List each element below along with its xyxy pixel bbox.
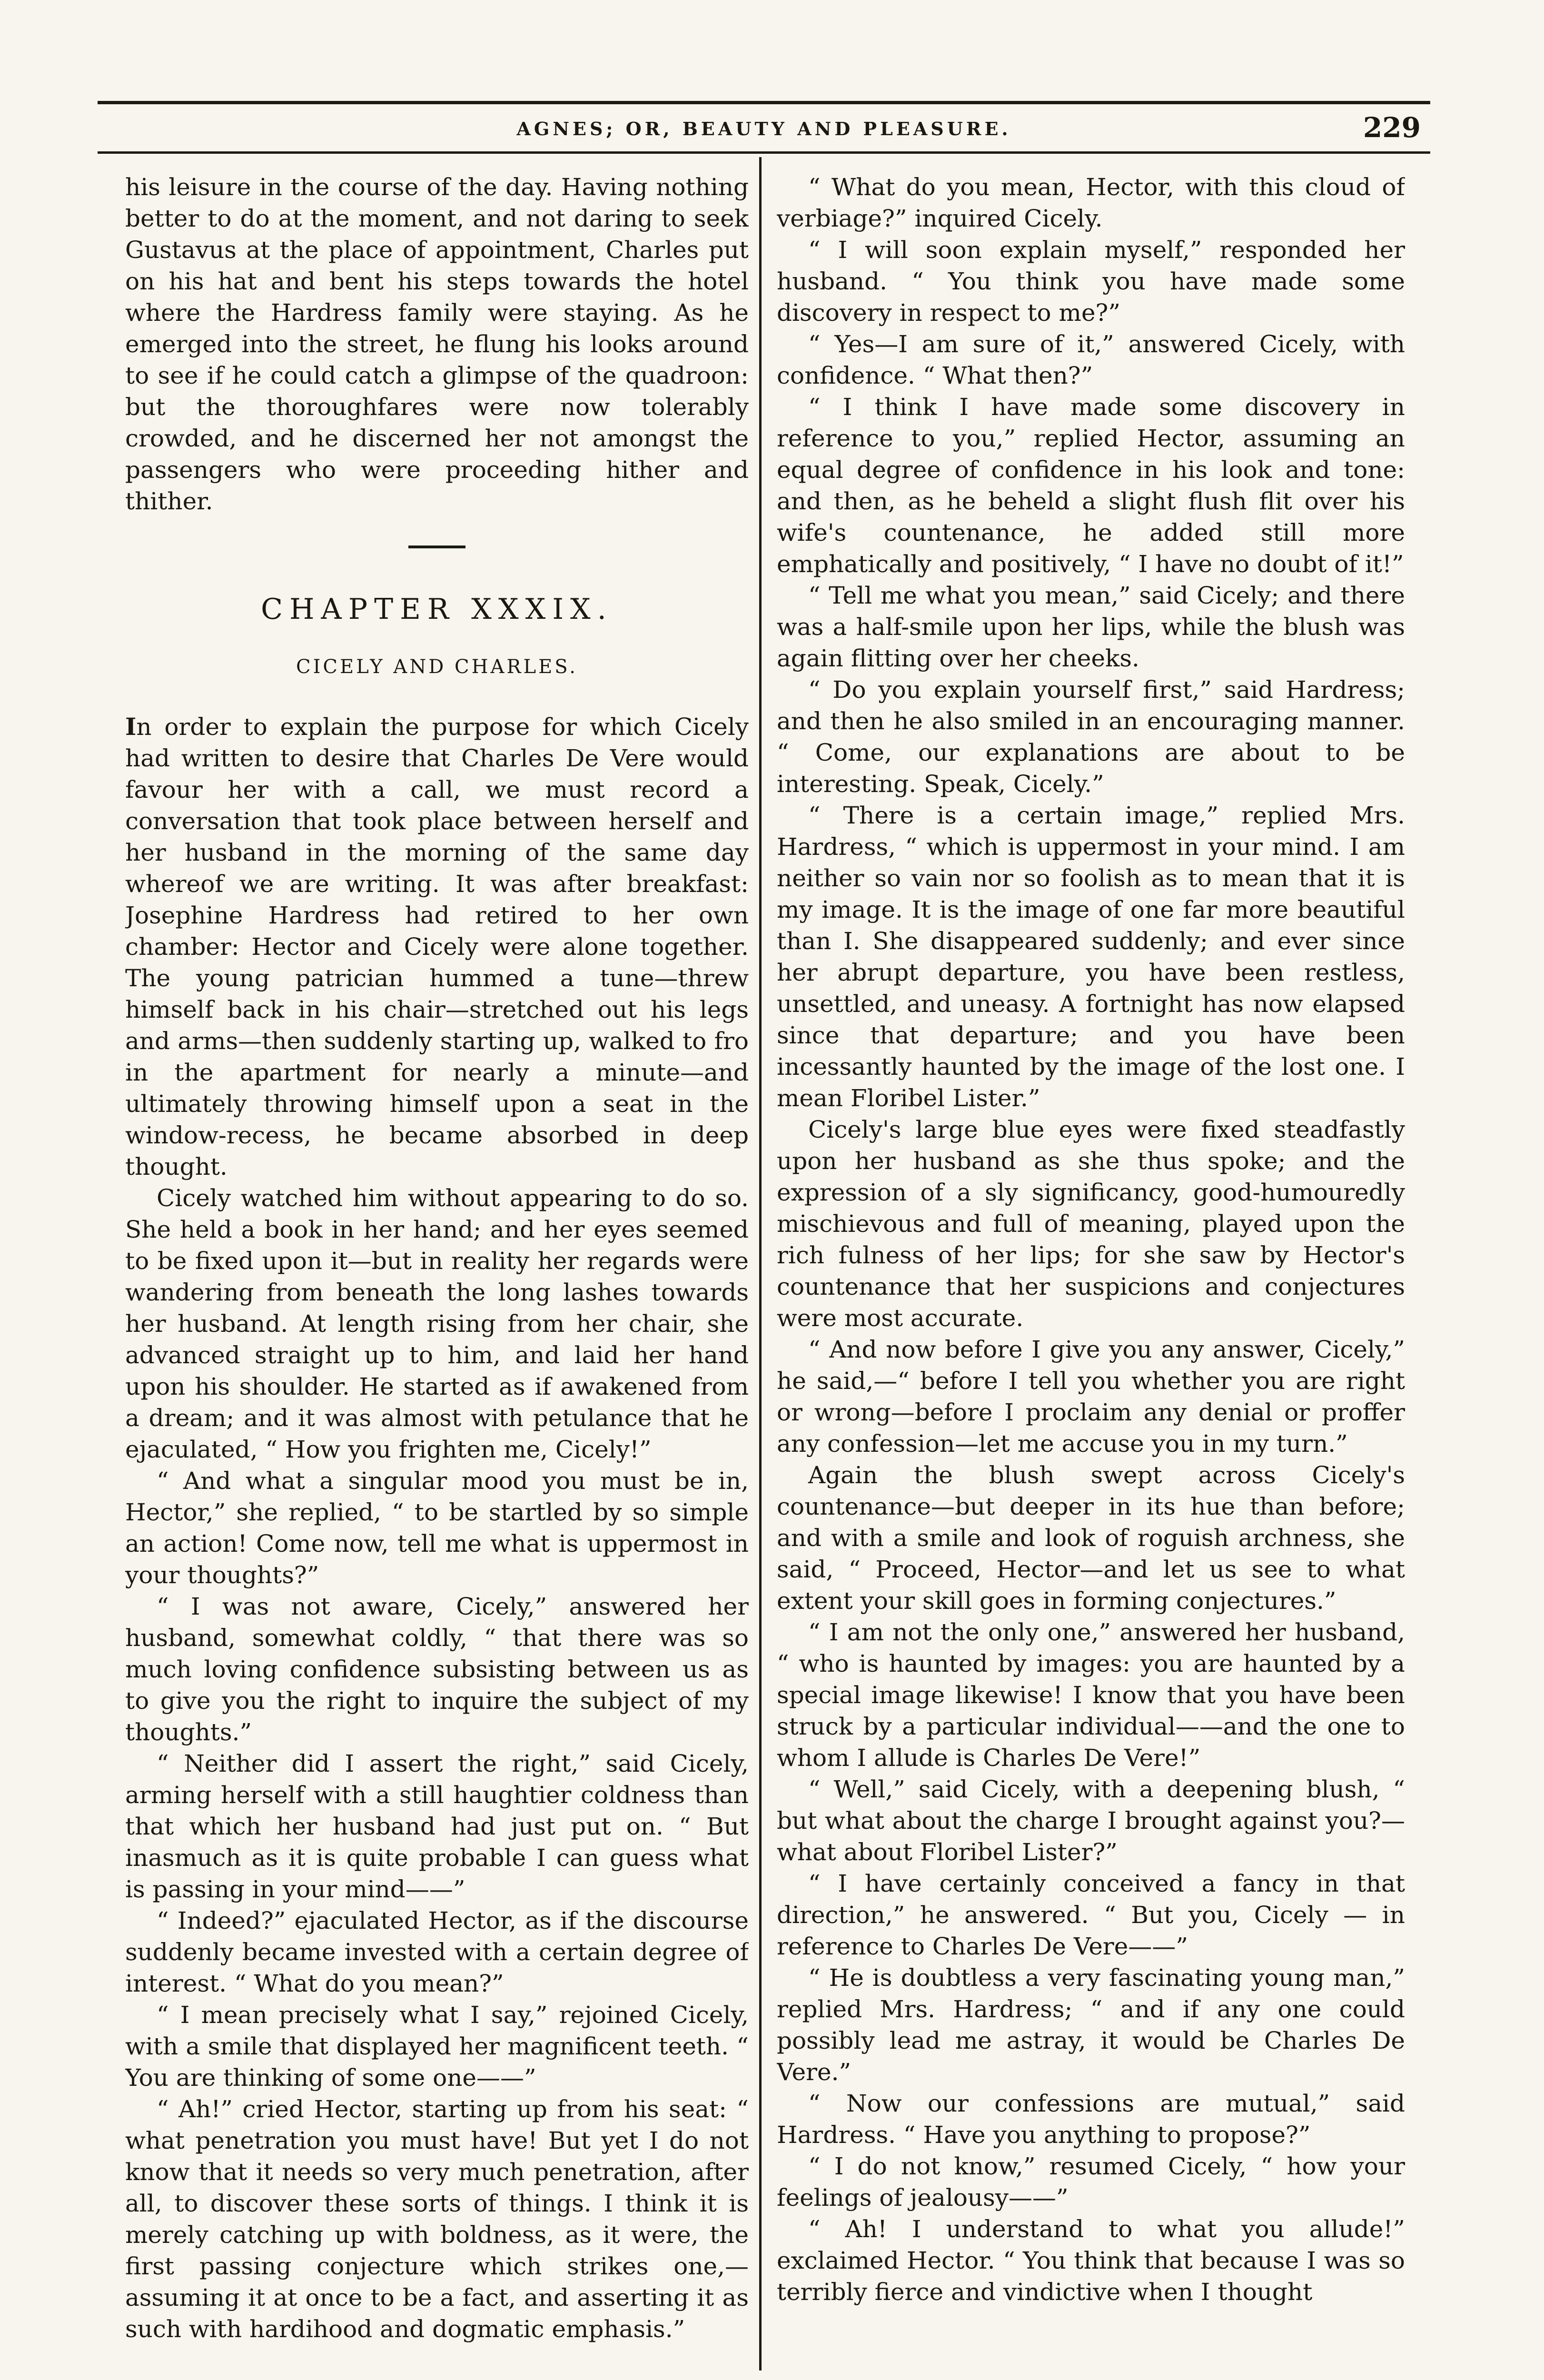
left-column bbox=[125, 171, 749, 2380]
paragraph: “ Yes—I am sure of it,” answered Cicely, with confidence. “ What then?” bbox=[777, 330, 1405, 389]
paragraph: Again the blush swept across Cicely's countenance—but deeper in its hue than before; and with a smile and look of roguish archness, she said, “ Proceed, Hector—and let us see to what extent your skill goes in forming conjectures.” bbox=[777, 1461, 1405, 1615]
paragraph: “ Tell me what you mean,” said Cicely; and there was a half-smile upon her lips, while the blush was again flitting over her cheeks. bbox=[777, 582, 1405, 672]
paragraph: Cicely watched him without appearing to do so. She held a book in her hand; and her eyes seemed to be fixed upon it—but in reality her regards were wandering from beneath the long lashes towards her husband. At length rising from her chair, she advanced straight up to him, and laid her hand upon his shoulder. He started as if awakened from a dream; and it was almost with petulance that he ejaculated, “ How you frighten me, Cicely!” bbox=[125, 1184, 749, 1463]
paragraph: “ I will soon explain myself,” responded her husband. “ You think you have made some discovery in respect to me?” bbox=[777, 236, 1405, 327]
paragraph: “ And now before I give you any answer, Cicely,” he said,—“ before I tell you whether you are right or wrong—before I proclaim any denial or proffer any confession—let me accuse you in my turn.” bbox=[777, 1336, 1405, 1458]
paragraph: “ Ah!” cried Hector, starting up from his seat: “ what penetration you must have! But yet I do not know that it needs so very much penetration, after all, to discover these sorts of things. I think it is merely catching up with boldness, as it were, the first passing conjecture which strikes one,—assuming it at once to be a fact, and asserting it as such with hardihood and dogmatic emphasis.” bbox=[125, 2095, 749, 2343]
paragraph: “ Indeed?” ejaculated Hector, as if the discourse suddenly became invested with a certain degree of interest. “ What do you mean?” bbox=[125, 1907, 749, 1997]
paragraph: “ There is a certain image,” replied Mrs. Hardress, “ which is uppermost in your mind. I am neither so vain nor so foolish as to mean that it is my image. It is the image of one far more beautiful than I. She disappeared suddenly; and ever since her abrupt departure, you have been restless, unsettled, and uneasy. A fortnight has now elapsed since that departure; and you have been incessantly haunted by the image of the lost one. I mean Floribel Lister.” bbox=[777, 802, 1405, 1112]
paragraph: “ He is doubtless a very fascinating young man,” replied Mrs. Hardress; “ and if any one could possibly lead me astray, it would be Charles De Vere.” bbox=[777, 1964, 1405, 2086]
paragraph: his leisure in the course of the day. Having nothing better to do at the moment, and not daring to seek Gustavus at the place of appointment, Charles put on his hat and bent his steps towards the hotel where the Hardress family were staying. As he emerged into the street, he flung his looks around to see if he could catch a glimpse of the quadroon: but the thoroughfares were now tolerably crowded, and he discerned her not amongst the passengers who were proceeding hither and thither. bbox=[125, 173, 749, 515]
paragraph: “ Well,” said Cicely, with a deepening blush, “ but what about the charge I brought against you?—what about Floribel Lister?” bbox=[777, 1775, 1405, 1866]
paragraph: “ I think I have made some discovery in reference to you,” replied Hector, assuming an equal degree of confidence in his look and tone: and then, as he beheld a slight flush flit over his wife's countenance, he added still more emphatically and positively, “ I have no doubt of it!” bbox=[777, 393, 1405, 578]
page-header bbox=[98, 113, 1430, 147]
chapter-heading: CHAPTER XXXIX. bbox=[261, 593, 613, 626]
section-divider bbox=[408, 545, 465, 548]
chapter-subtitle: CICELY AND CHARLES. bbox=[296, 656, 578, 678]
header-rule bbox=[98, 151, 1430, 154]
paragraph: In order to explain the purpose for which Cicely had written to desire that Charles De Vere would favour her with a call, we must record a conversation that took place between herself and her husband in the morning of the same day whereof we are writing. It was after breakfast: Josephine Hardress had retired to her own chamber: Hector and Cicely were alone together. The young patrician hummed a tune—threw himself back in his chair—stretched out his legs and arms—then suddenly starting up, walked to fro in the apartment for nearly a minute—and ultimately throwing himself upon a seat in the window-recess, he became absorbed in deep thought. bbox=[125, 713, 749, 1180]
right-column bbox=[777, 171, 1405, 2380]
paragraph: “ And what a singular mood you must be in, Hector,” she replied, “ to be startled by so simple an action! Come now, tell me what is uppermost in your thoughts?” bbox=[125, 1467, 749, 1589]
paragraph: “ I am not the only one,” answered her husband, “ who is haunted by images: you are haunted by a special image likewise! I know that you have been struck by a particular individual——and the one to whom I allude is Charles De Vere!” bbox=[777, 1618, 1405, 1772]
paragraph: “ Neither did I assert the right,” said Cicely, arming herself with a still haughtier coldness than that which her husband had just put on. “ But inasmuch as it is quite probable I can guess what is passing in your mind——” bbox=[125, 1750, 749, 1903]
paragraph: “ I was not aware, Cicely,” answered her husband, somewhat coldly, “ that there was so much loving confidence subsisting between us as to give you the right to inquire the subject of my thoughts.” bbox=[125, 1593, 749, 1746]
paragraph: “ What do you mean, Hector, with this cloud of verbiage?” inquired Cicely. bbox=[777, 173, 1405, 232]
paragraph: “ I do not know,” resumed Cicely, “ how your feelings of jealousy——” bbox=[777, 2152, 1405, 2211]
top-rule bbox=[98, 101, 1430, 104]
paragraph: “ Now our confessions are mutual,” said Hardress. “ Have you anything to propose?” bbox=[777, 2090, 1405, 2149]
paragraph: “ Ah! I understand to what you allude!” exclaimed Hector. “ You think that because I was so terribly fierce and vindictive when I thought bbox=[777, 2215, 1405, 2306]
paragraph: “ I have certainly conceived a fancy in that direction,” he answered. “ But you, Cicely — in reference to Charles De Vere——” bbox=[777, 1870, 1405, 1960]
column-separator bbox=[759, 157, 762, 2370]
page-number: 229 bbox=[1363, 111, 1421, 144]
running-title: AGNES; OR, BEAUTY AND PLEASURE. bbox=[516, 118, 1011, 139]
paragraph: “ I mean precisely what I say,” rejoined Cicely, with a smile that displayed her magnificent teeth. “ You are thinking of some one——” bbox=[125, 2001, 749, 2092]
paragraph: Cicely's large blue eyes were fixed steadfastly upon her husband as she thus spoke; and the expression of a sly significancy, good-humouredly mischievous and full of meaning, played upon the rich fulness of her lips; for she saw by Hector's countenance that her suspicions and conjectures were most accurate. bbox=[777, 1116, 1405, 1332]
paragraph: “ Do you explain yourself first,” said Hardress; and then he also smiled in an encouraging manner. “ Come, our explanations are about to be interesting. Speak, Cicely.” bbox=[777, 676, 1405, 798]
